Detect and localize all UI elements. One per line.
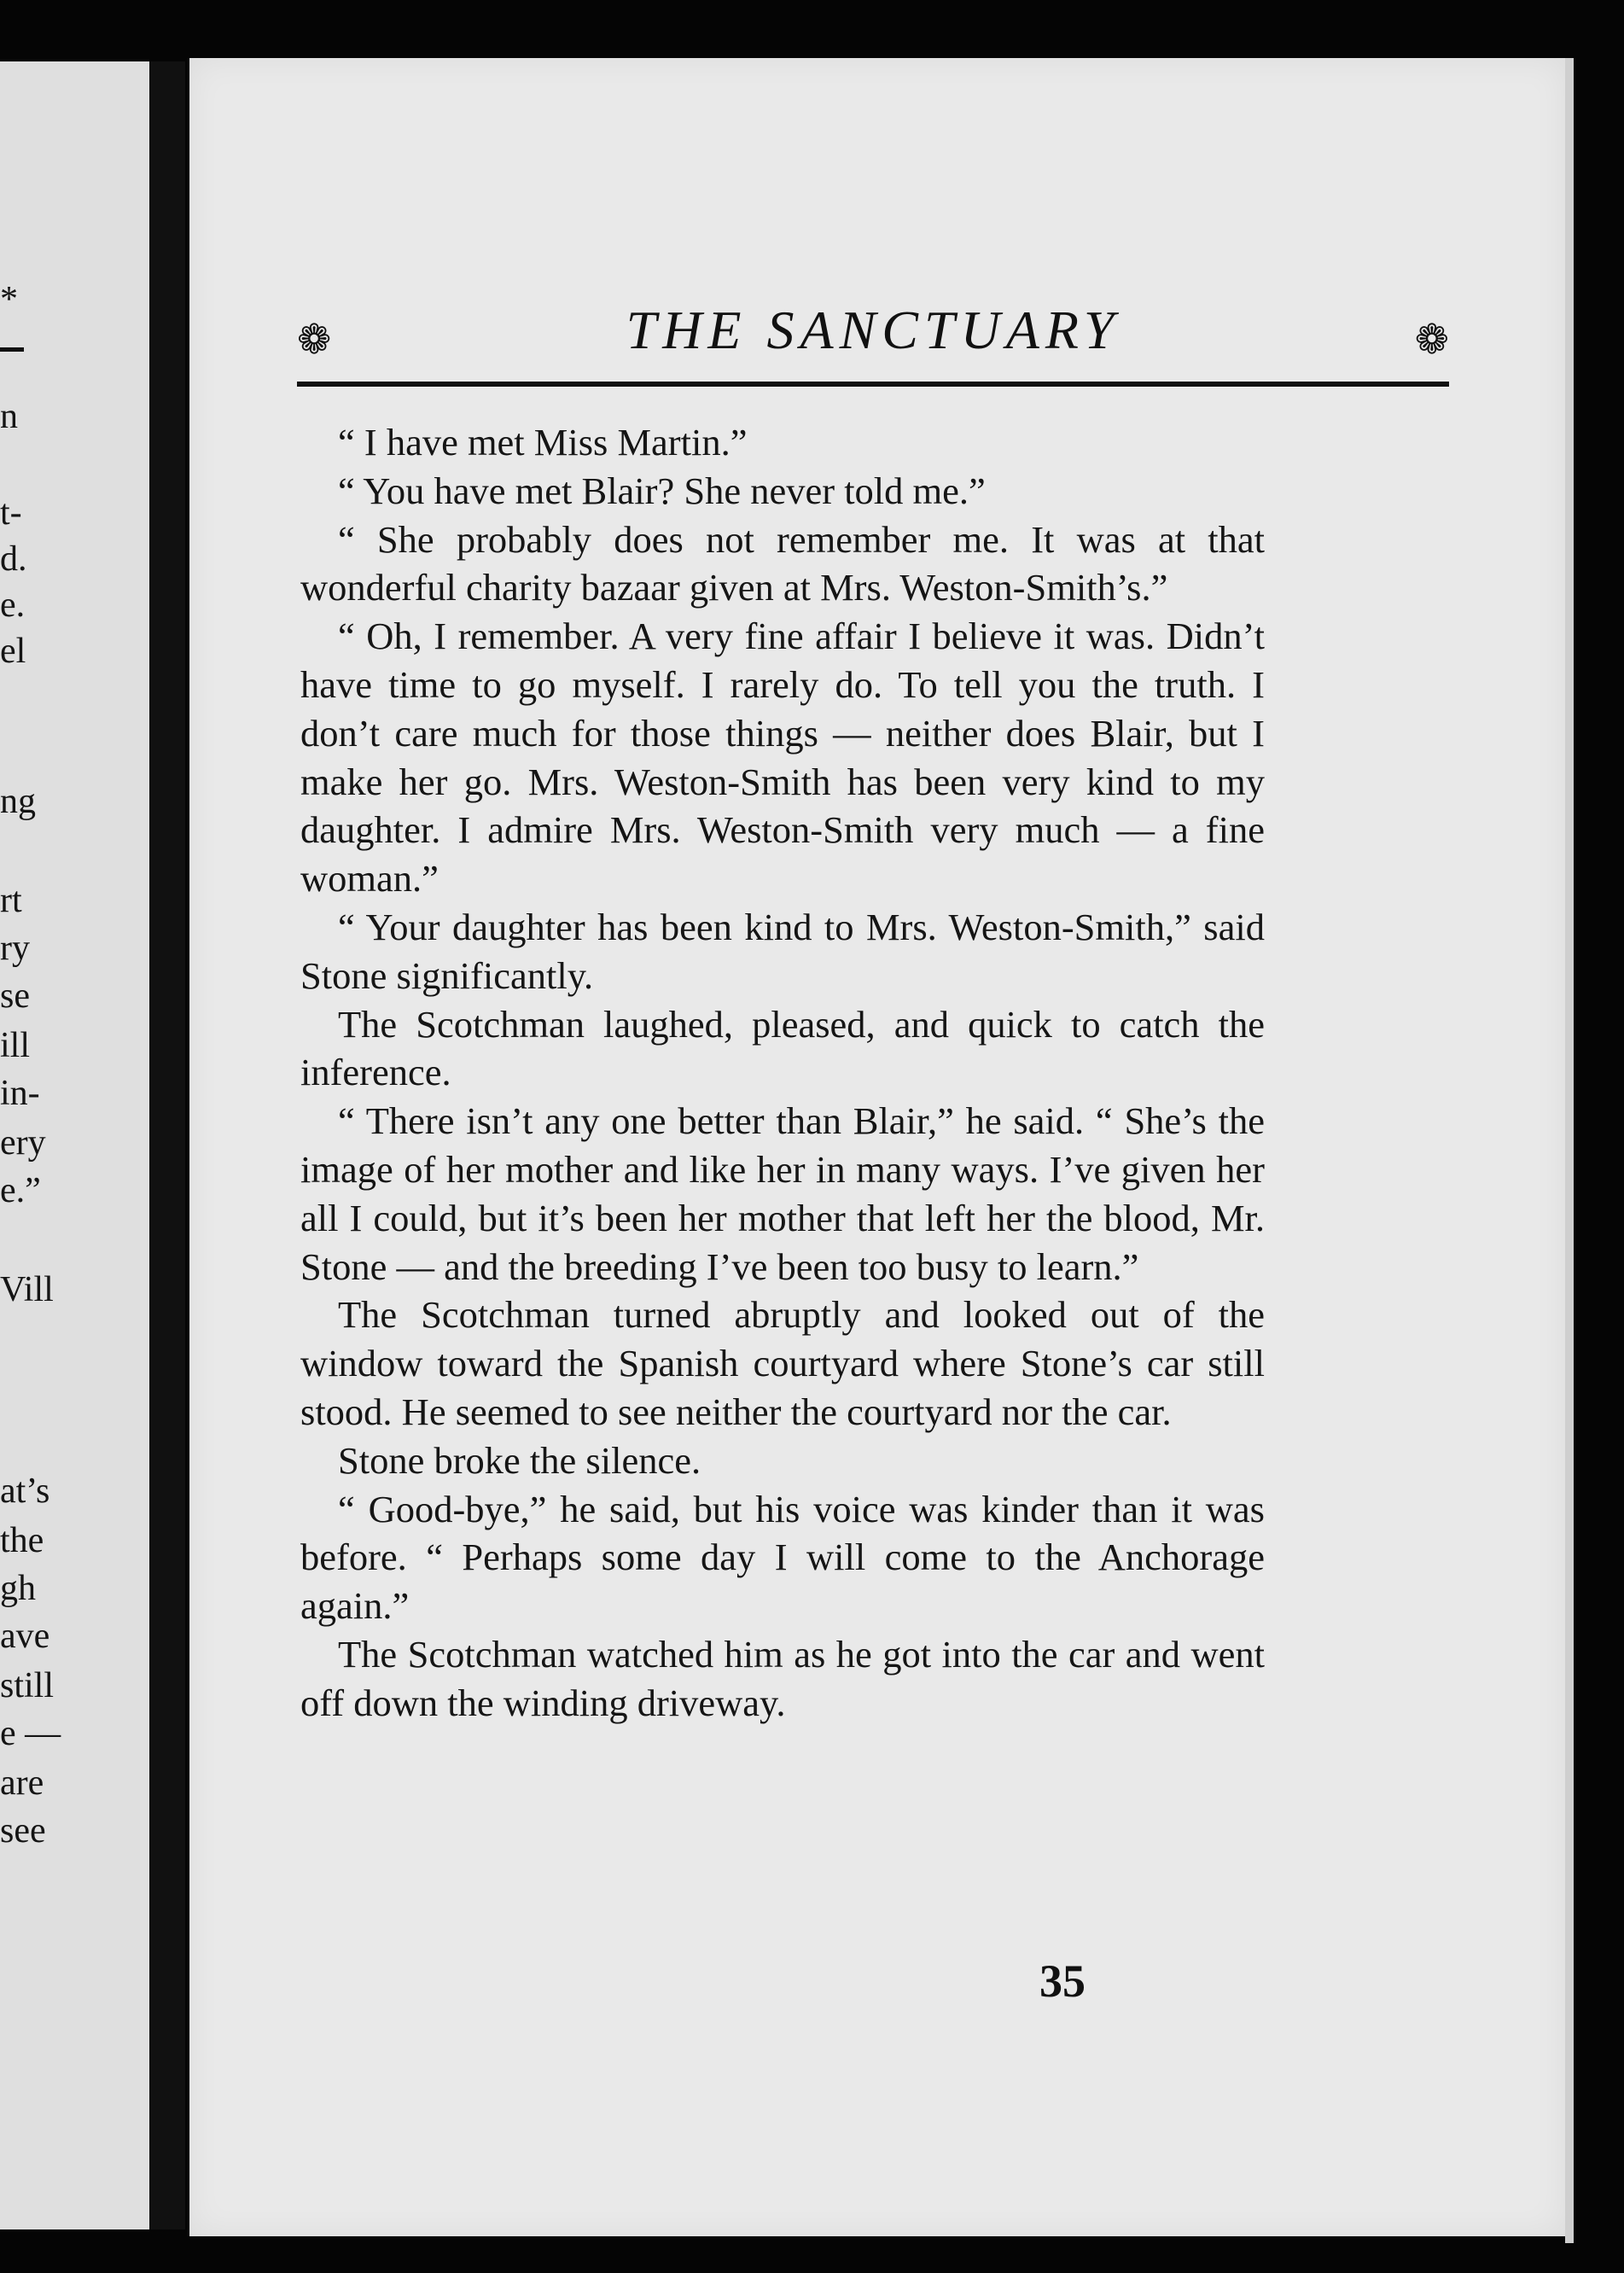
paragraph: “ Your daughter has been kind to Mrs. Weston-Smith,” said Stone significantly. [300,905,1265,997]
left-fragment: e. [0,586,26,625]
book-spine-gutter [149,61,185,2229]
left-fragment: * [0,280,18,319]
header-rule [297,382,1449,387]
left-fragment: e — [0,1714,61,1753]
paragraph: “ Good-bye,” he said, but his voice was kinder than it was before. “ Perhaps some day I will come to the Anchorage again.” [300,1487,1265,1628]
left-fragment: at’s [0,1472,50,1511]
left-fragment: el [0,632,26,671]
flower-ornament-icon: ❁ [1414,318,1449,363]
page-number: 35 [1039,1955,1086,2007]
paragraph: “ Oh, I remember. A very fine affair I believe it was. Didn’t have time to go myself. I rarely do. To tell you the truth. I don’t care much for those things — neither does Blair, but I make her go. Mrs. Weston-Smith has been very kind to my daughter. I admire Mrs. Weston-Smith very much — a fine woman.” [300,615,1265,900]
running-header [297,242,1449,363]
left-fragment: in- [0,1074,40,1113]
left-page-edge [0,61,149,2229]
right-page [189,58,1565,2236]
page-edge-shadow [1565,58,1574,2243]
page-body-text [300,418,1265,1728]
paragraph: “ She probably does not remember me. It was at that wonderful charity bazaar given at Mrs. Weston-Smith’s.” [300,517,1265,609]
left-fragment: t- [0,493,22,533]
left-fragment: see [0,1811,46,1850]
left-fragment: are [0,1763,44,1803]
paragraph: “ There isn’t any one better than Blair,” he said. “ She’s the image of her mother and like her in many ways. I’ve given her all I could, but it’s been her mother that left her the blood, Mr. Stone — and the breeding I’ve been too busy to learn.” [300,1099,1265,1288]
left-fragment: e.” [0,1171,41,1210]
paragraph: “ You have met Blair? She never told me.” [338,469,986,512]
paragraph: Stone broke the silence. [338,1438,701,1482]
left-page-fragments [0,61,149,2229]
paragraph: The Scotchman turned abruptly and looked out of the window toward the Spanish courtyard where Stone’s car still stood. He seemed to see neither the courtyard nor the car. [300,1293,1265,1433]
flower-ornament-icon: ❁ [297,318,332,363]
left-fragment: the [0,1521,44,1560]
paragraph: “ I have met Miss Martin.” [338,421,748,463]
left-fragment: ill [0,1026,31,1065]
running-header-title: THE SANCTUARY [626,300,1121,360]
left-fragment: Vill [0,1270,54,1309]
left-fragment: gh [0,1569,36,1608]
paragraph: The Scotchman laughed, pleased, and quick to catch the inference. [300,1002,1265,1094]
left-fragment: ry [0,929,30,968]
left-fragment: d. [0,539,27,579]
left-fragment: still [0,1666,55,1705]
left-fragment: ery [0,1123,46,1163]
left-fragment: se [0,976,30,1016]
left-fragment: ng [0,782,36,821]
left-fragment: n [0,397,18,436]
paragraph: The Scotchman watched him as he got into the car and went off down the winding driveway. [300,1632,1265,1724]
left-fragment: ave [0,1617,50,1656]
left-fragment: rt [0,881,22,920]
